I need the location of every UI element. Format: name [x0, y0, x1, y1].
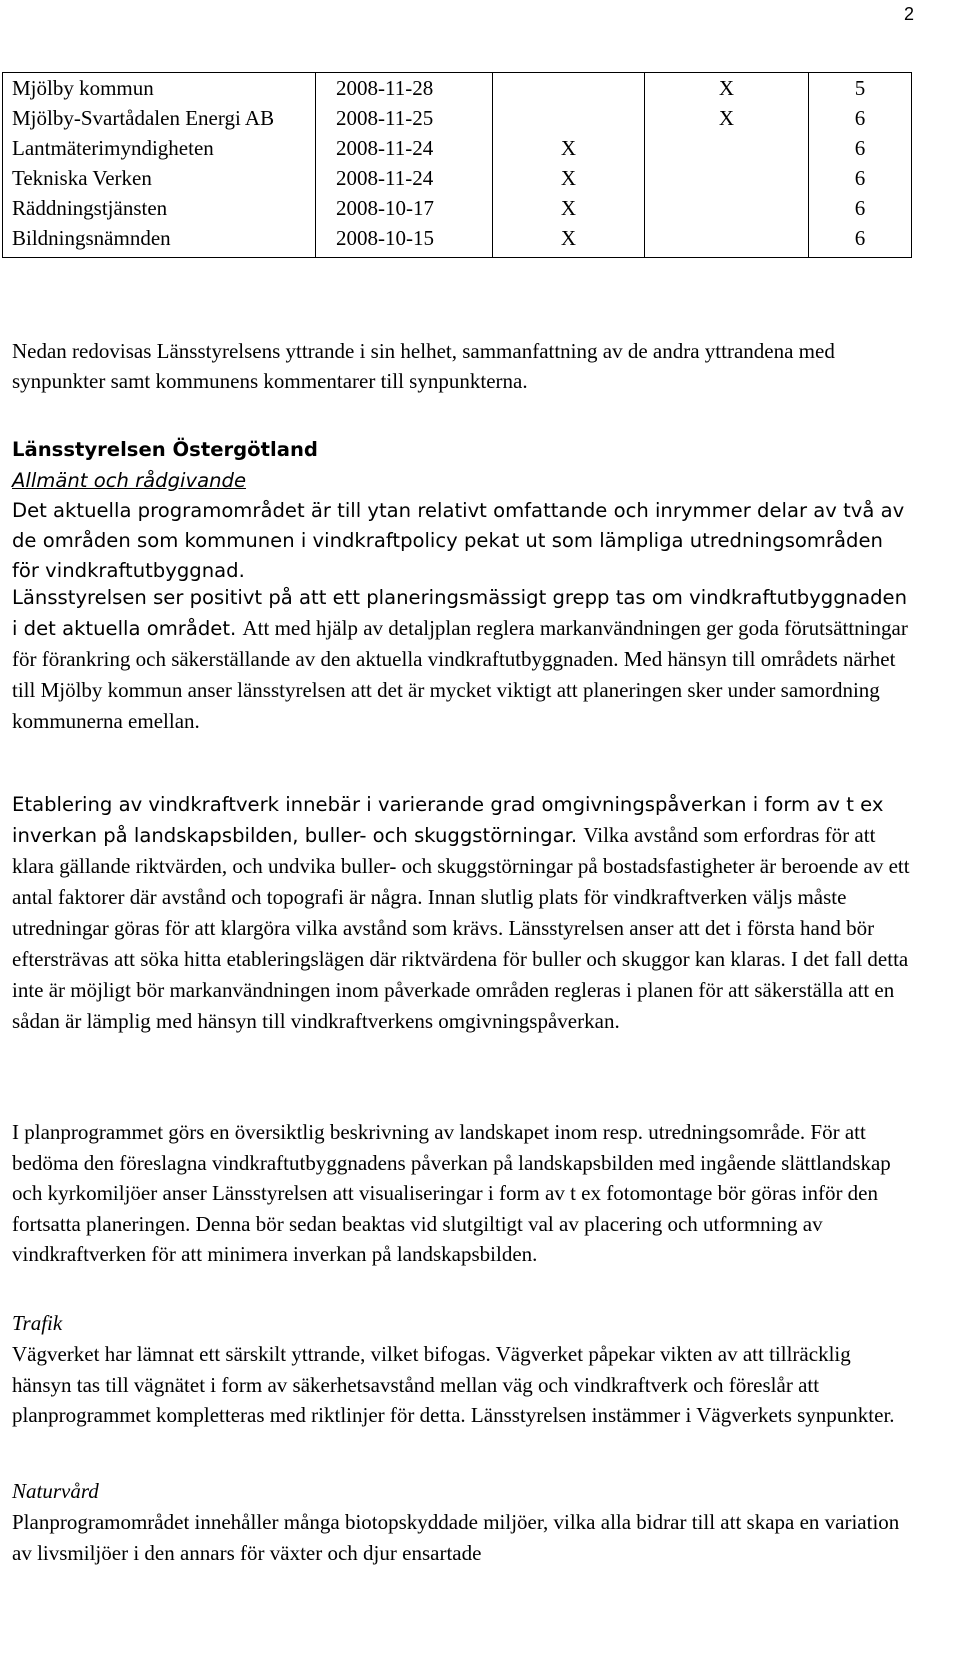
table-cell-date: 2008-11-24: [316, 133, 493, 163]
intro-paragraph: Nedan redovisas Länsstyrelsens yttrande i sin helhet, sammanfattning av de andra yttrandena med synpunkter samt kommunens kommentarer till synpunkterna.: [12, 339, 835, 393]
table-cell-x2: [645, 133, 809, 163]
paragraph-trafik: Vägverket har lämnat ett särskilt yttrande, vilket bifogas. Vägverket påpekar vikten av att tillräcklig hänsyn tas till vägnätet i form av säkerhetsavstånd mellan väg och vindkraftverk och föreslår att planprogrammet kompletteras med riktlinjer för detta. Länsstyrelsen instämmer i Vägverkets synpunkter.: [12, 1342, 895, 1427]
table-cell-name: Bildningsnämnden: [3, 223, 316, 258]
table-cell-x1: X: [493, 163, 645, 193]
paragraph-etablering: [12, 790, 912, 1037]
paragraph-positivt: [12, 583, 912, 737]
table-cell-name: Lantmäterimyndigheten: [3, 133, 316, 163]
paragraph-planprogrammet: I planprogrammet görs en översiktlig beskrivning av landskapet inom resp. utredningsområde. För att bedöma den föreslagna vindkraftutbyggnadens påverkan på landskapsbilden med ingående slättlandskap och kyrkomiljöer anser Länsstyrelsen att visualiseringar i form av t ex fotomontage bör göras inför den fortsatta planeringen. Denna bör sedan beaktas vid slutgiltigt val av placering och utformning av vindkraftverken för att minimera inverkan på landskapsbilden.: [12, 1120, 891, 1266]
table-row: [3, 193, 912, 223]
table-cell-x2: [645, 223, 809, 258]
consultation-table: [2, 72, 912, 258]
paragraph-etablering-b: Vilka avstånd som erfordras för att klara gällande riktvärden, och undvika buller- och skuggstörningar på bostadsfastigheter är beroende av ett antal faktorer där avstånd och topografi är några. Innan slutlig plats för vindkraftverken väljs måste utredningar göras för att klargöra vilka avstånd som krävs. Länsstyrelsen anser att det i första hand bör eftersträvas att söka hitta etableringslägen där riktvärdena för buller och skuggor kan klaras. I det fall detta inte är möjligt bör markanvändningen inom påverkade områden regleras i planen för att säkerställa att en sådan är lämplig med hänsyn till vindkraftverkens omgivningspåverkan.: [12, 823, 910, 1033]
table-cell-num: 5: [809, 73, 912, 104]
paragraph-positivt-a: Länsstyrelsen ser positivt på att ett planeringsmässigt grepp tas om vindkraftutbyggnaden i det aktuella området.: [12, 586, 908, 640]
paragraph-programomradet: Det aktuella programområdet är till ytan relativt omfattande och inrymmer delar av två av de områden som kommunen i vindkraftpolicy pekat ut som lämpliga utredningsområden för vindkraftutbyggnad.: [12, 499, 905, 582]
table-cell-name: Räddningstjänsten: [3, 193, 316, 223]
heading-naturvard: Naturvård: [12, 1479, 99, 1503]
table-cell-num: 6: [809, 193, 912, 223]
table-cell-date: 2008-10-15: [316, 223, 493, 258]
table-cell-name: Mjölby-Svartådalen Energi AB: [3, 103, 316, 133]
table-cell-x2: X: [645, 103, 809, 133]
table-row: [3, 163, 912, 193]
table-cell-x1: X: [493, 133, 645, 163]
table-row: [3, 133, 912, 163]
table-cell-date: 2008-11-28: [316, 73, 493, 104]
table-cell-x1: [493, 73, 645, 104]
paragraph-positivt-b: Att med hjälp av detaljplan reglera markanvändningen ger goda förutsättningar för förankring och säkerställande av den aktuella vindkraftutbyggnaden. Med hänsyn till områdets närhet till Mjölby kommun anser länsstyrelsen att det är mycket viktigt att planeringen sker under samordning kommunerna emellan.: [12, 616, 908, 733]
table-cell-num: 6: [809, 103, 912, 133]
table-row: [3, 73, 912, 104]
table-cell-num: 6: [809, 133, 912, 163]
table-cell-x2: X: [645, 73, 809, 104]
table-cell-name: Tekniska Verken: [3, 163, 316, 193]
table-cell-date: 2008-10-17: [316, 193, 493, 223]
table-cell-num: 6: [809, 163, 912, 193]
section-heading-lansstyrelsen: Länsstyrelsen Östergötland: [12, 438, 318, 461]
table-cell-x2: [645, 193, 809, 223]
table-row: [3, 223, 912, 258]
table-row: [3, 103, 912, 133]
table-cell-date: 2008-11-25: [316, 103, 493, 133]
heading-trafik: Trafik: [12, 1311, 63, 1335]
table-cell-x1: [493, 103, 645, 133]
table-cell-x2: [645, 163, 809, 193]
table-cell-x1: X: [493, 193, 645, 223]
paragraph-etablering-a: Etablering av vindkraftverk innebär i varierande grad omgivningspåverkan i form av t ex inverkan på landskapsbilden, buller- och skuggstörningar.: [12, 793, 884, 847]
subheading-allmant: Allmänt och rådgivande: [12, 469, 247, 492]
table-cell-num: 6: [809, 223, 912, 258]
table-body: [3, 73, 912, 258]
page-number: 2: [903, 4, 914, 24]
table-cell-name: Mjölby kommun: [3, 73, 316, 104]
table-cell-x1: X: [493, 223, 645, 258]
table-cell-date: 2008-11-24: [316, 163, 493, 193]
paragraph-naturvard: Planprogramområdet innehåller många biotopskyddade miljöer, vilka alla bidrar till att skapa en variation av livsmiljöer i den annars för växter och djur ensartade: [12, 1510, 900, 1565]
